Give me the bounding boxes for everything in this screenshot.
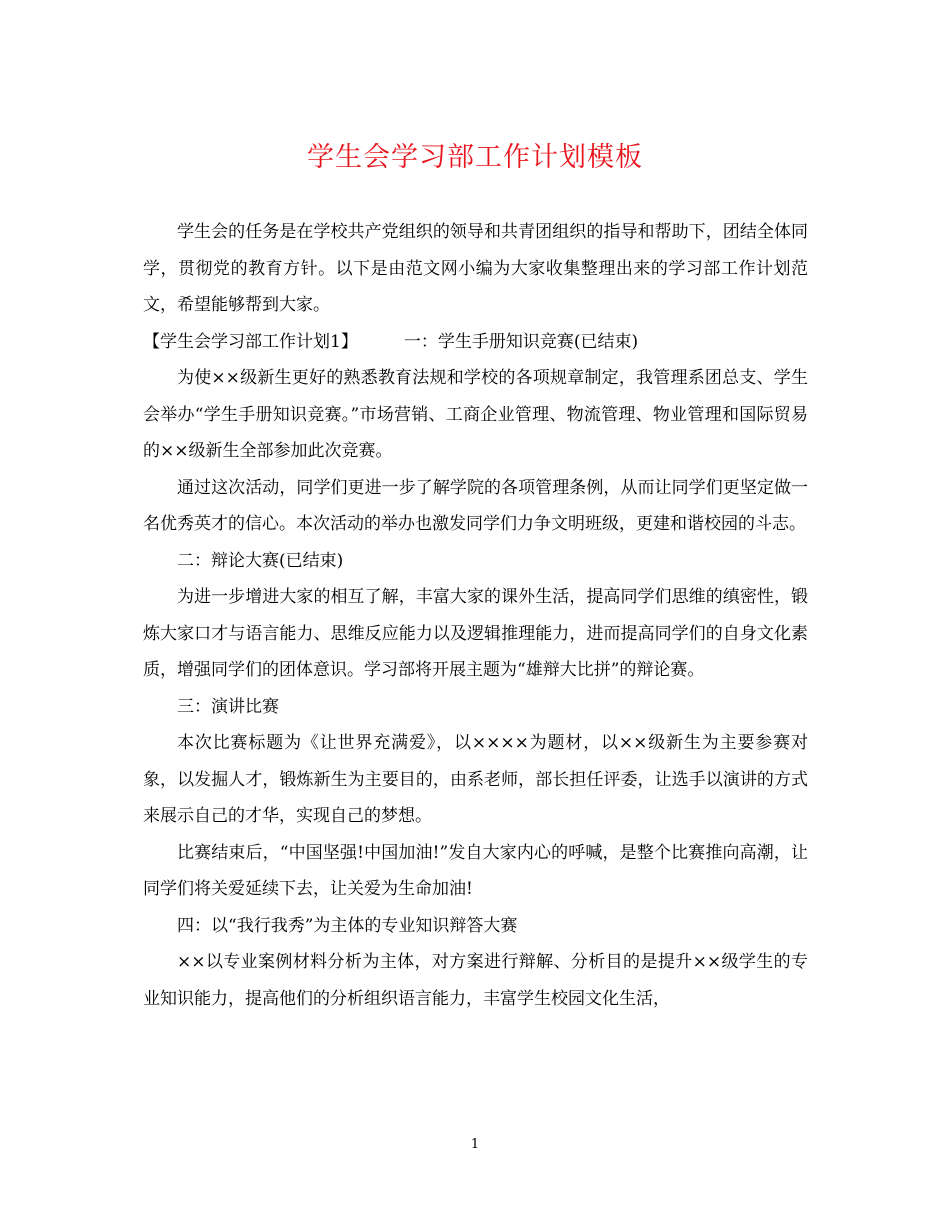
intro-paragraph: 学生会的任务是在学校共产党组织的领导和共青团组织的指导和帮助下，团结全体同学，贯彻党的教育方针。以下是由范文网小编为大家收集整理出来的学习部工作计划范文，希望能够帮到大家。 (143, 222, 808, 315)
section2-paragraph-1: 为进一步增进大家的相互了解，丰富大家的课外生活，提高同学们思维的缜密性，锻炼大家口才与语言能力、思维反应能力以及逻辑推理能力，进而提高同学们的自身文化素质，增强同学们的团体意识。学习部将开展主题为“雄辩大比拼”的辩论赛。 (143, 587, 808, 680)
section1-paragraph-1: 为使××级新生更好的熟悉教育法规和学校的各项规章制定，我管理系团总支、学生会举办“学生手册知识竞赛。”市场营销、工商企业管理、物流管理、物业管理和国际贸易的××级新生全部参加此次竞赛。 (143, 368, 808, 461)
plan-label: 【学生会学习部工作计划1】 (143, 331, 358, 352)
document-title: 学生会学习部工作计划模板 (307, 142, 643, 173)
document-body (143, 214, 808, 1017)
plan-heading-line (143, 324, 808, 361)
page-number: 1 (470, 1137, 480, 1152)
section2-heading: 二：辩论大赛(已结束) (177, 550, 344, 571)
section1-paragraph-2: 通过这次活动，同学们更进一步了解学院的各项管理条例，从而让同学们更坚定做一名优秀英才的信心。本次活动的举办也激发同学们力争文明班级，更建和谐校园的斗志。 (143, 477, 808, 534)
section4-paragraph-1: ××以专业案例材料分析为主体，对方案进行辩解、分析目的是提升××级学生的专业知识能力，提高他们的分析组织语言能力，丰富学生校园文化生活， (143, 952, 808, 1009)
section3-paragraph-1: 本次比赛标题为《让世界充满爱》，以××××为题材，以××级新生为主要参赛对象，以发掘人才，锻炼新生为主要目的，由系老师，部长担任评委，让选手以演讲的方式来展示自己的才华，实现自己的梦想。 (143, 733, 808, 826)
section4-heading: 四：以“我行我秀”为主体的专业知识辩答大赛 (177, 915, 518, 936)
section3-heading: 三：演讲比赛 (177, 696, 279, 717)
section3-paragraph-2: 比赛结束后，“中国坚强!中国加油!”发自大家内心的呼喊，是整个比赛推向高潮，让同学们将关爱延续下去，让关爱为生命加油! (143, 842, 808, 899)
section1-heading: 一：学生手册知识竞赛(已结束) (403, 331, 639, 352)
